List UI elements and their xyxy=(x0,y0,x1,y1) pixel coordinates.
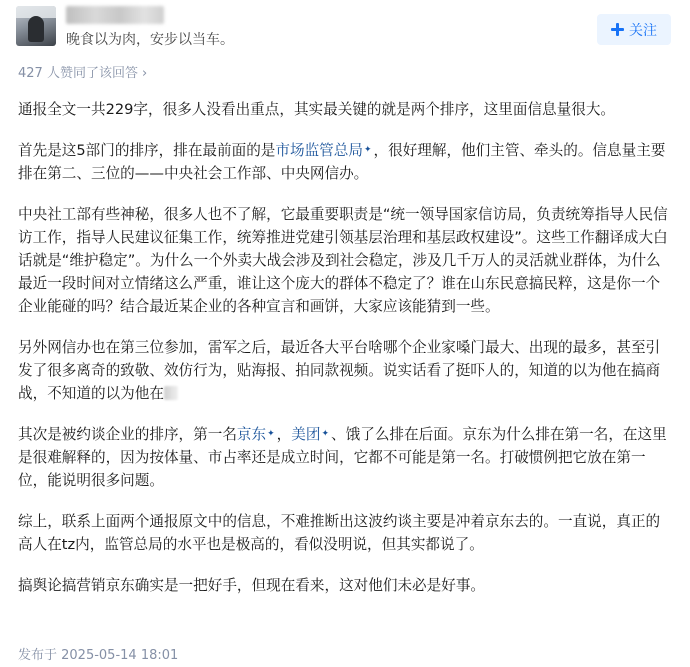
answer-content xyxy=(18,98,672,615)
avatar-figure xyxy=(28,16,44,42)
link-text: 市场监管总局 xyxy=(275,142,363,159)
plus-icon xyxy=(611,23,624,36)
paragraph-5-separator: ， xyxy=(276,426,292,443)
link-market-regulation[interactable] xyxy=(275,142,373,159)
link-text: 京东 xyxy=(236,426,267,443)
paragraph-2-text-a: 首先是这5部门的排序，排在最前面的是 xyxy=(18,142,276,159)
link-meituan[interactable] xyxy=(291,426,331,443)
paragraph-4 xyxy=(18,336,672,405)
paragraph-5-text-a: 其次是被约谈企业的排序，第一名 xyxy=(18,426,237,443)
paragraph-4-text: 另外网信办也在第三位参加，雷军之后，最近各大平台啥哪个企业家嗓门最大、出现的最多，甚至引发了很多离奇的致敬、效仿行为，贴海报、拍同款视频。说实话看了挺吓人的，知道的以为他在搞商战，不知道的以为他在 xyxy=(18,339,661,402)
paragraph-5-text-b: 、饿了么排在后面。京东为什么排在第一名，在这里是很难解释的，因为按体量、市占率还是成立时间，它都不可能是第一名。打破惯例把它放在第一位，能说明很多问题。 xyxy=(18,426,667,489)
follow-label: 关注 xyxy=(629,22,657,39)
paragraph-5 xyxy=(18,423,672,492)
paragraph-6: 综上，联系上面两个通报原文中的信息，不难推断出这波约谈主要是冲着京东去的。一直说，真正的高人在tz内，监管总局的水平也是极高的，看似没明说，但其实都说了。 xyxy=(18,513,661,553)
author-bio: 晚食以为肉，安步以当车。 xyxy=(66,32,234,48)
spark-icon: ✦ xyxy=(267,429,275,439)
vote-count-link[interactable] xyxy=(18,62,147,81)
paragraph-3: 中央社工部有些神秘，很多人也不了解，它最重要职责是“统一领导国家信访局，负责统筹指导人民信访工作，指导人民建议征集工作，统筹推进党建引领基层治理和基层政权建设”。这些工作翻译成大白话就是“维护稳定”。为什么一个外卖大战会涉及到社会稳定，涉及几千万人的灵活就业群体，为什么最近一段时间对立情绪这么严重，谁让这个庞大的群体不稳定了？谁在山东民意搞民粹，这是你一个企业能碰的吗？结合最近某企业的各种宣言和画饼，大家应该能猜到一些。 xyxy=(18,206,668,315)
paragraph-2-text-b: ，很好理解，他们主管、牵头的。信息量主要排在第二、三位的——中央社会工作部、中央网信办。 xyxy=(18,142,666,182)
paragraph-7: 搞舆论搞营销京东确实是一把好手，但现在看来，这对他们未必是好事。 xyxy=(18,577,486,594)
follow-button[interactable] xyxy=(597,14,671,45)
published-time: 发布于 2025-05-14 18:01 xyxy=(18,648,179,663)
chevron-right-icon: › xyxy=(141,66,148,81)
vote-count-text: 427 人赞同了该回答 xyxy=(18,66,138,81)
spark-icon: ✦ xyxy=(363,145,372,155)
link-text: 美团 xyxy=(291,426,321,443)
author-header xyxy=(0,0,690,56)
text-fade-mask xyxy=(164,386,178,400)
paragraph-1: 通报全文一共229字，很多人没看出重点，其实最关键的就是两个排序，这里面信息量很大。 xyxy=(18,101,616,118)
spark-icon: ✦ xyxy=(321,429,330,439)
paragraph-2 xyxy=(18,139,672,185)
avatar[interactable] xyxy=(16,6,56,46)
link-jd[interactable] xyxy=(237,426,277,443)
author-name-redacted[interactable] xyxy=(66,6,164,24)
